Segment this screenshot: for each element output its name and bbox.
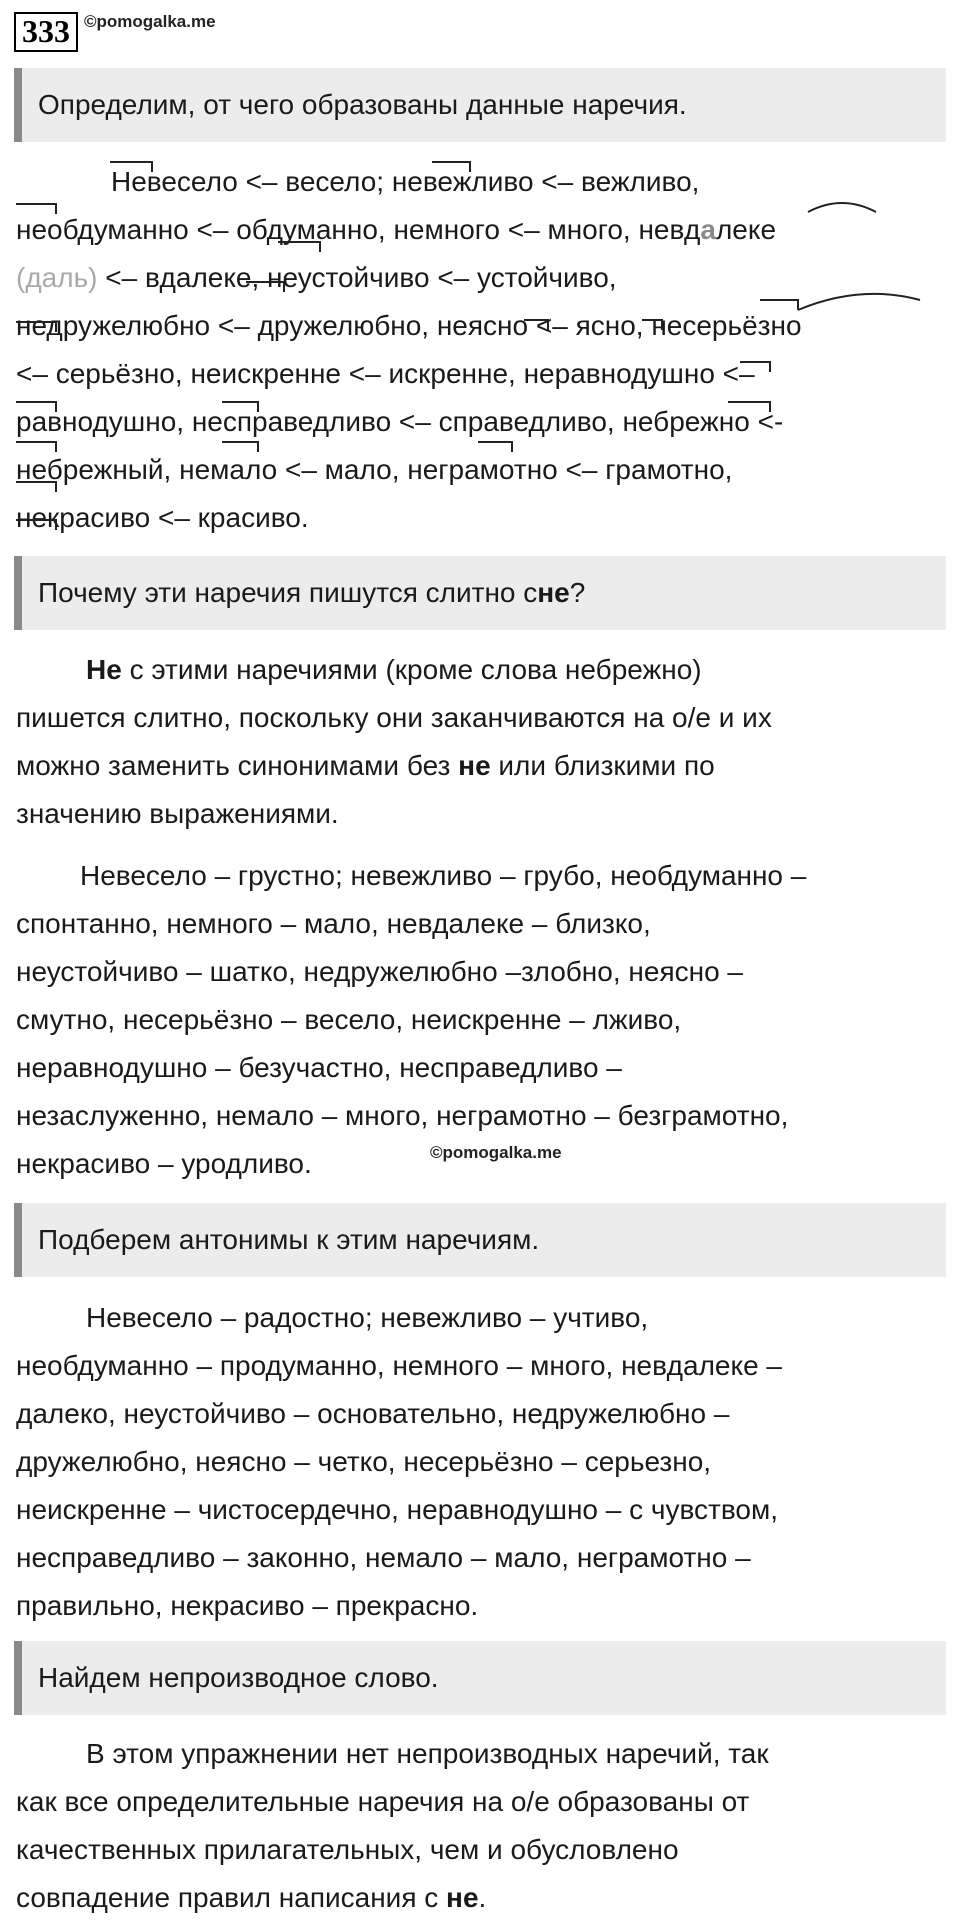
- conclusion-line: совпадение правил написания с не.: [16, 1882, 487, 1913]
- highlighted-letter: а: [700, 214, 716, 245]
- antonyms-line: правильно, некрасиво – прекрасно.: [16, 1590, 479, 1621]
- synonyms-line: незаслуженно, немало – много, неграмотно – безграмотно,: [16, 1100, 789, 1131]
- conclusion-line: качественных прилагательных, чем и обусловлено: [16, 1834, 679, 1865]
- synonyms-line: спонтанно, немного – мало, невдалеке – близко,: [16, 908, 651, 939]
- antonyms-line: Невесело – радостно; невежливо – учтиво,: [86, 1302, 649, 1333]
- antonyms-line: неискренне – чистосердечно, неравнодушно – с чувством,: [16, 1494, 779, 1525]
- section-heading-text: Найдем непроизводное слово.: [38, 1662, 439, 1693]
- conclusion-block: [16, 1730, 946, 1922]
- section-heading-antonyms: [14, 1203, 946, 1277]
- explanation-block: [16, 646, 946, 838]
- derivation-line: Невесело <– весело; невежливо <– вежливо,: [111, 166, 700, 197]
- conclusion-line: как все определительные наречия на о/е образованы от: [16, 1786, 750, 1817]
- derivation-line: необдуманно <– обдуманно, немного <– много, невдалеке: [16, 214, 777, 245]
- section-heading-bold: не: [537, 577, 570, 608]
- task-number: 333: [14, 12, 78, 52]
- section-heading-derivation: [14, 68, 946, 142]
- derivation-line: <– серьёзно, неискренне <– искренне, неравнодушно <–: [16, 358, 755, 389]
- conclusion-line: В этом упражнении нет непроизводных наречий, так: [86, 1738, 769, 1769]
- explanation-line: Не с этими наречиями (кроме слова небрежно): [86, 654, 702, 685]
- synonyms-line: неустойчиво – шатко, недружелюбно –злобно, неясно –: [16, 956, 743, 987]
- synonyms-line: смутно, несерьёзно – весело, неискренне – лживо,: [16, 1004, 682, 1035]
- muted-word: (даль): [16, 262, 98, 293]
- explanation-line: можно заменить синонимами без не или близкими по: [16, 750, 715, 781]
- antonyms-line: дружелюбно, неясно – четко, несерьёзно – серьезно,: [16, 1446, 712, 1477]
- section-heading-why: Почему эти наречия пишутся слитно с не ?: [14, 556, 946, 630]
- section-heading-nonderived: [14, 1641, 946, 1715]
- derivation-block: [16, 158, 946, 542]
- derivation-line: равнодушно, несправедливо <– справедливо, небрежно <-: [16, 406, 784, 437]
- explanation-line: пишется слитно, поскольку они заканчиваются на о/е и их: [16, 702, 772, 733]
- explanation-line: значению выражениями.: [16, 798, 339, 829]
- antonyms-line: далеко, неустойчиво – основательно, недружелюбно –: [16, 1398, 730, 1429]
- synonyms-line: некрасиво – уродливо.: [16, 1148, 312, 1179]
- synonyms-line: Невесело – грустно; невежливо – грубо, необдуманно –: [80, 860, 807, 891]
- antonyms-block: [16, 1294, 946, 1630]
- header: [14, 12, 216, 52]
- section-heading-text: Определим, от чего образованы данные наречия.: [38, 89, 687, 120]
- derivation-line: небрежный, немало <– мало, неграмотно <– грамотно,: [16, 454, 733, 485]
- watermark: ©pomogalka.me: [84, 12, 216, 31]
- derivation-line: (даль) <– вдалеке, неустойчиво <– устойчиво,: [16, 262, 617, 293]
- derivation-line: некрасиво <– красиво.: [16, 502, 309, 533]
- synonyms-block: [16, 852, 946, 1188]
- antonyms-line: несправедливо – законно, немало – мало, неграмотно –: [16, 1542, 751, 1573]
- watermark: ©pomogalka.me: [430, 1143, 562, 1162]
- section-heading-text: Подберем антонимы к этим наречиям.: [38, 1224, 540, 1255]
- synonyms-line: неравнодушно – безучастно, несправедливо –: [16, 1052, 622, 1083]
- derivation-line: недружелюбно <– дружелюбно, неясно <– ясно, несерьёзно: [16, 310, 802, 341]
- section-heading-text: Почему эти наречия пишутся слитно с: [38, 577, 538, 608]
- antonyms-line: необдуманно – продуманно, немного – много, невдалеке –: [16, 1350, 782, 1381]
